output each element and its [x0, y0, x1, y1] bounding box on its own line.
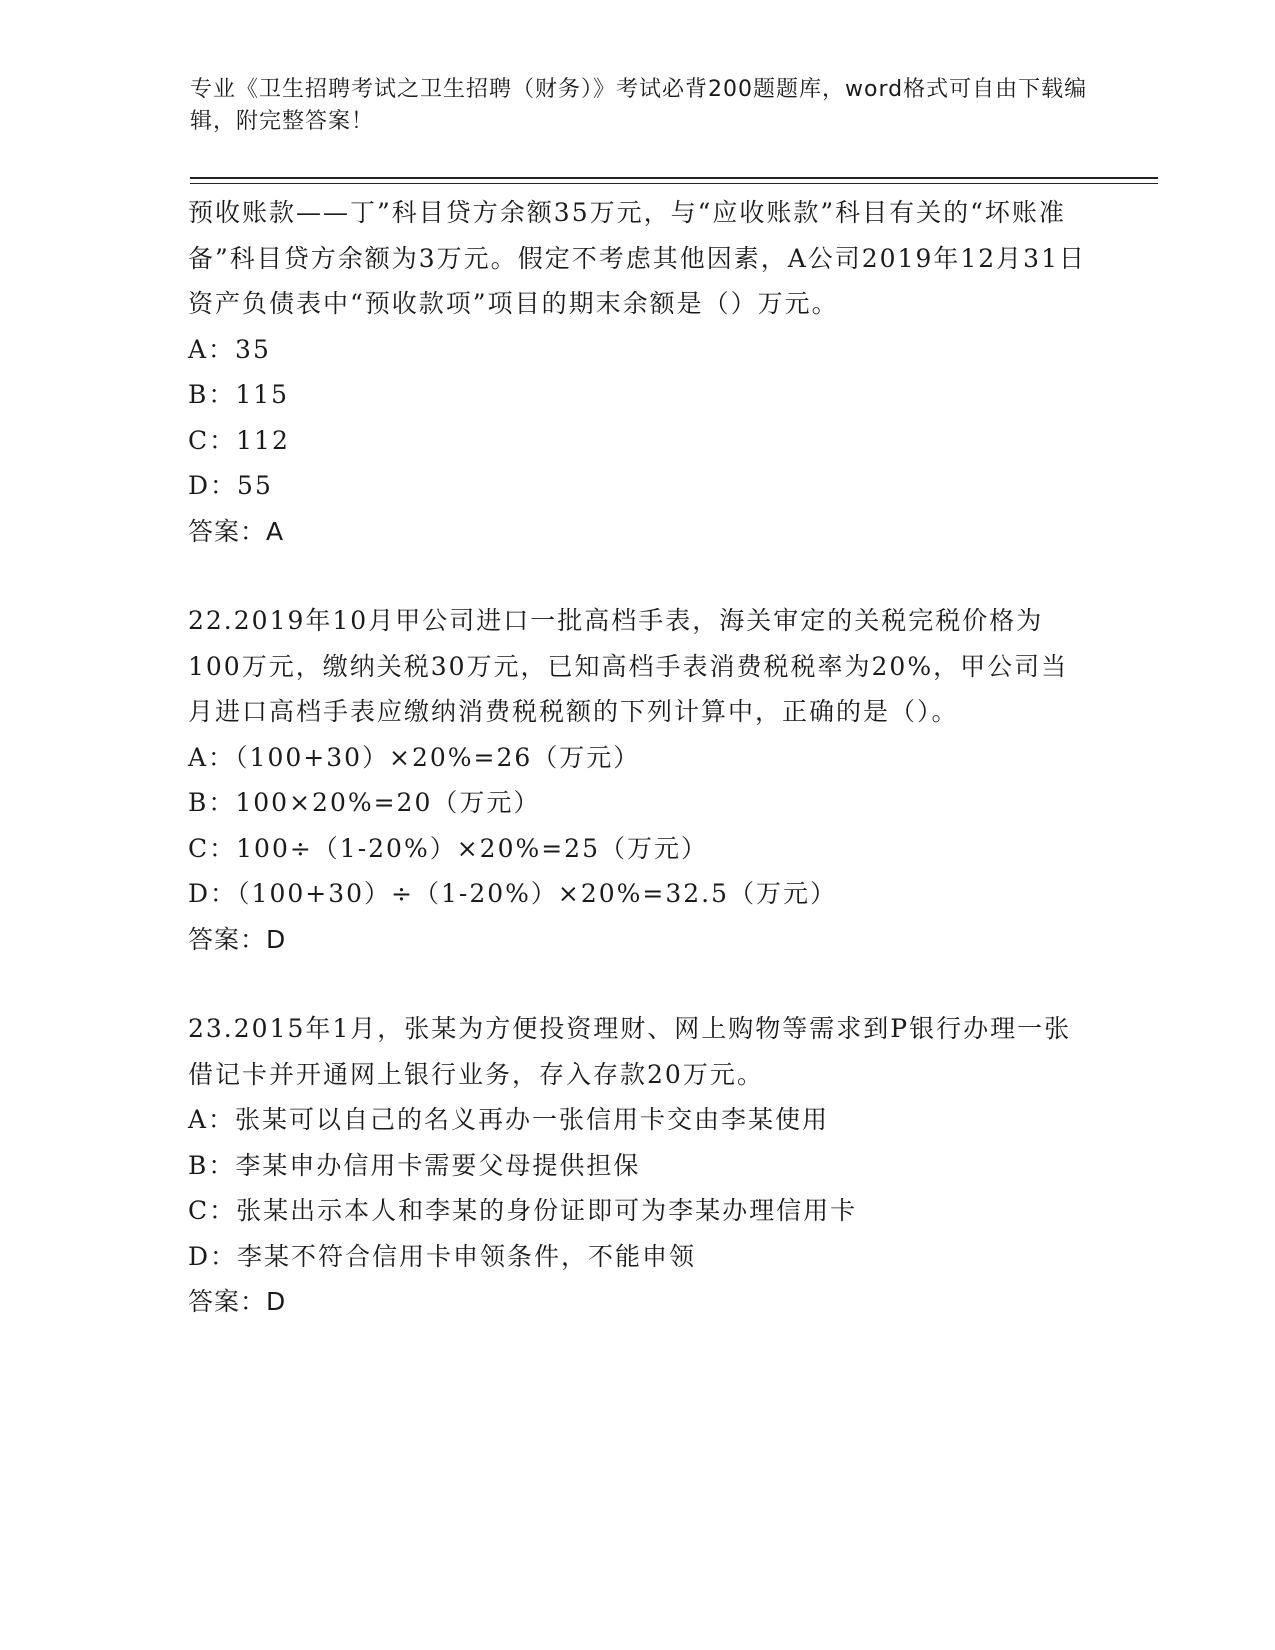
question-gap	[188, 962, 1088, 1006]
header-rule-thick	[190, 177, 1158, 179]
question-block	[188, 190, 1088, 554]
option-b: B：115	[188, 380, 290, 409]
question-stem: 23.2015年1月，张某为方便投资理财、网上购物等需求到P银行办理一张借记卡并开通网上银行业务，存入存款20万元。	[188, 1014, 1072, 1089]
document-header: 专业《卫生招聘考试之卫生招聘（财务）》考试必背200题题库，word格式可自由下载编辑，附完整答案！	[190, 77, 1088, 134]
question-stem: 预收账款——丁”科目贷方余额35万元，与“应收账款”科目有关的“坏账准备”科目贷方余额为3万元。假定不考虑其他因素，A公司2019年12月31日资产负债表中“预收款项”项目的期末余额是（）万元。	[188, 198, 1086, 318]
option-d: D：李某不符合信用卡申领条件，不能申领	[188, 1241, 697, 1271]
option-c: C：张某出示本人和李某的身份证即可为李某办理信用卡	[188, 1196, 858, 1225]
question-block	[188, 1006, 1088, 1325]
question-block	[188, 598, 1088, 962]
option-c: C：100÷（1-20%）×20%=25（万元）	[188, 833, 708, 863]
answer-line: 答案：D	[188, 924, 287, 954]
header-rule-thin	[190, 183, 1158, 184]
question-gap	[188, 554, 1088, 598]
option-d: D：（100+30）÷（1-20%）×20%=32.5（万元）	[188, 879, 838, 908]
option-c: C：112	[188, 425, 290, 455]
document-body	[188, 190, 1088, 1325]
answer-line: 答案：D	[188, 1287, 287, 1316]
answer-line: 答案：A	[188, 516, 285, 546]
option-d: D：55	[188, 471, 273, 500]
option-a: A：35	[188, 334, 271, 364]
option-a: A：张某可以自己的名义再办一张信用卡交由李某使用	[188, 1105, 830, 1134]
option-a: A：（100+30）×20%=26（万元）	[188, 742, 641, 772]
option-b: B：李某申办信用卡需要父母提供担保	[188, 1150, 641, 1180]
question-stem: 22.2019年10月甲公司进口一批高档手表，海关审定的关税完税价格为100万元，缴纳关税30万元，已知高档手表消费税税率为20%，甲公司当月进口高档手表应缴纳消费税税额的下列计算中，正确的是（）。	[188, 606, 1069, 726]
option-b: B：100×20%=20（万元）	[188, 788, 541, 817]
